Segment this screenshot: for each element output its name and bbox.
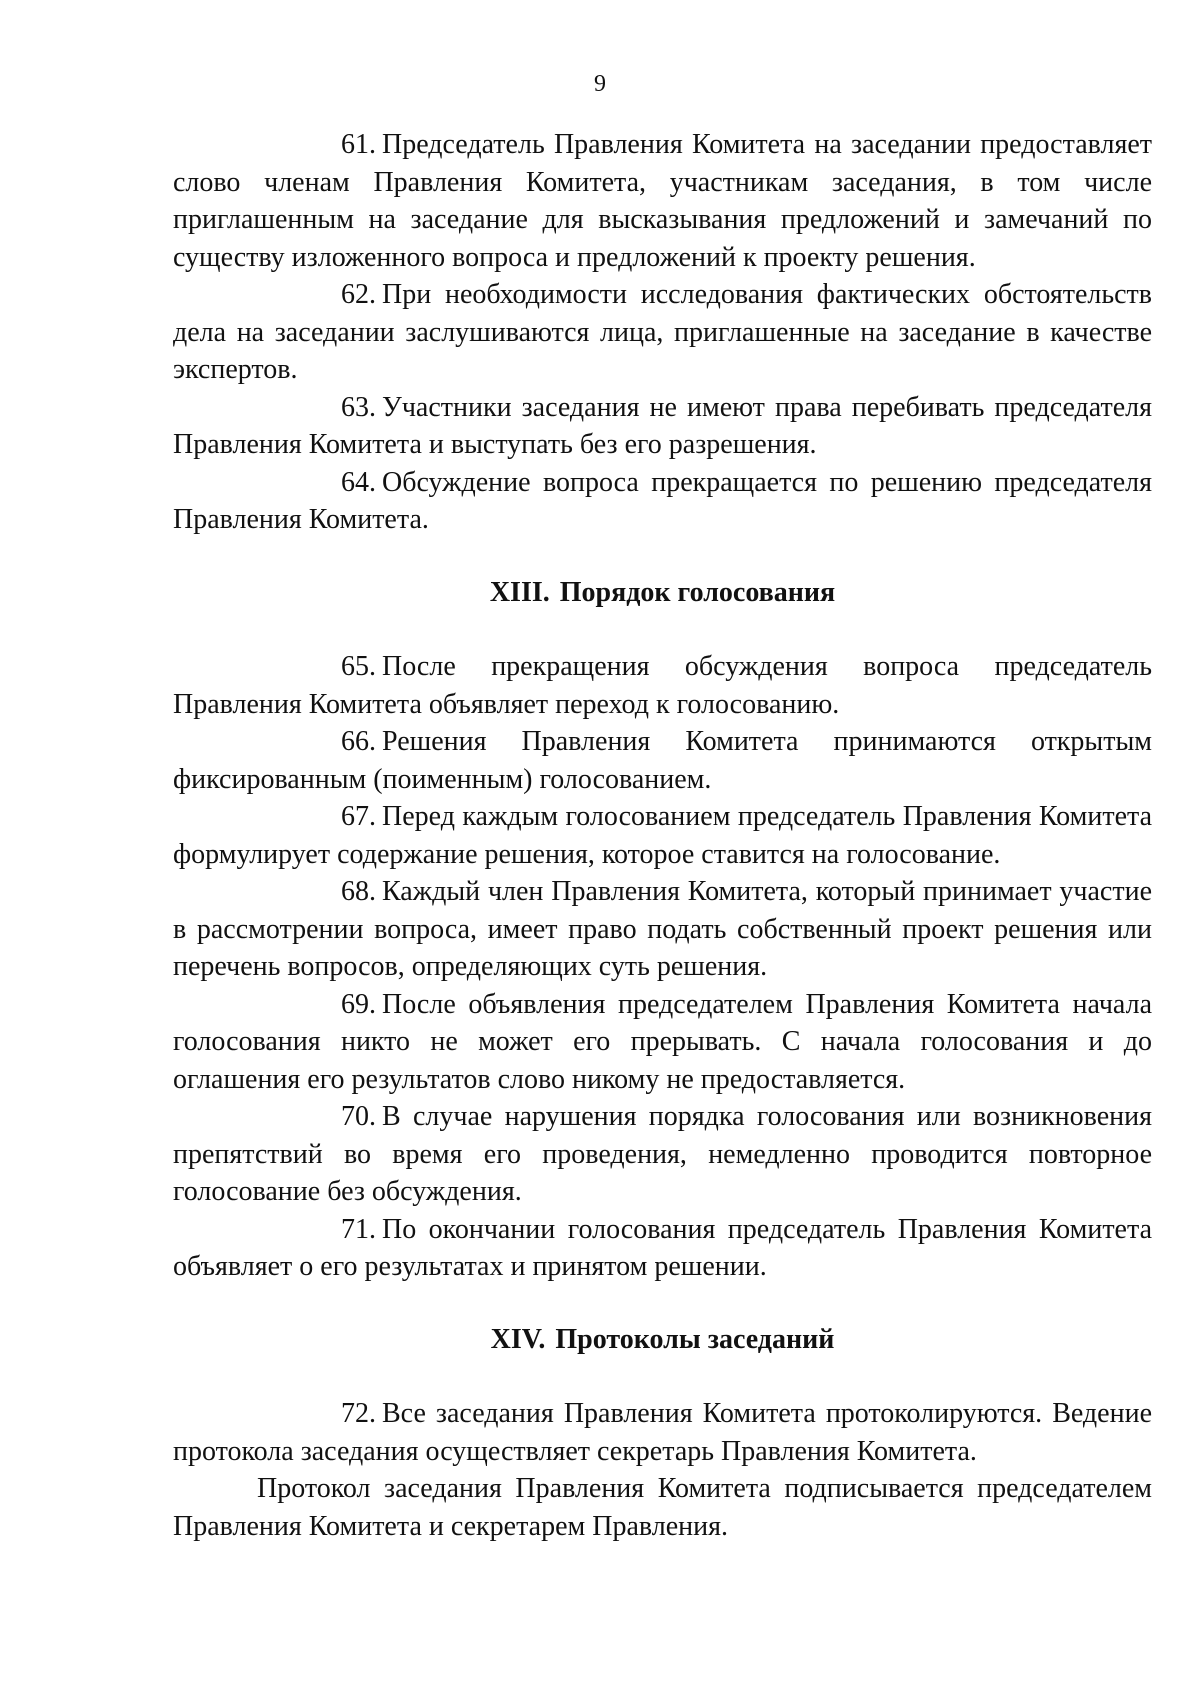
paragraph-number: 68. xyxy=(341,876,376,907)
paragraph-text: Протокол заседания Правления Комитета подписывается председателем Правления Комитета и секретарем Правления. xyxy=(173,1473,1152,1542)
paragraph-text: Все заседания Правления Комитета протоколируются. Ведение протокола заседания осуществляет секретарь Правления Комитета. xyxy=(173,1398,1152,1467)
paragraph-text: Решения Правления Комитета принимаются открытым фиксированным (поименным) голосованием. xyxy=(173,726,1152,795)
section-roman-numeral: XIV. xyxy=(490,1323,546,1355)
paragraph-number: 72. xyxy=(341,1398,376,1429)
section-roman-numeral: XIII. xyxy=(489,576,550,608)
paragraph-text: Перед каждым голосованием председатель Правления Комитета формулирует содержание решения, которое ставится на голосование. xyxy=(173,801,1152,870)
paragraph-71 xyxy=(173,1211,1152,1286)
paragraph-69 xyxy=(173,986,1152,1099)
paragraph-text: Председатель Правления Комитета на заседании предоставляет слово членам Правления Комитета, участникам заседания, в том числе приглашенным на заседание для высказывания предложений и замечаний по существу изложенного вопроса и предложений к проекту решения. xyxy=(173,129,1152,273)
paragraph-number: 70. xyxy=(341,1101,376,1132)
paragraph-text: Участники заседания не имеют права перебивать председателя Правления Комитета и выступать без его разрешения. xyxy=(173,391,1152,460)
paragraph-72-continuation xyxy=(173,1470,1152,1545)
paragraph-64 xyxy=(173,464,1152,539)
paragraph-text: После объявления председателем Правления Комитета начала голосования никто не может его прерывать. С начала голосования и до оглашения его результатов слово никому не предоставляется. xyxy=(173,988,1152,1095)
paragraph-68 xyxy=(173,873,1152,986)
paragraph-62 xyxy=(173,276,1152,389)
paragraph-text: При необходимости исследования фактических обстоятельств дела на заседании заслушиваются лица, приглашенные на заседание в качестве экспертов. xyxy=(173,279,1152,385)
paragraph-number: 71. xyxy=(341,1213,376,1245)
paragraph-number: 65. xyxy=(341,651,376,682)
paragraph-72 xyxy=(173,1395,1152,1470)
paragraph-number: 62. xyxy=(341,279,376,310)
section-title: Порядок голосования xyxy=(559,576,836,608)
paragraph-67 xyxy=(173,798,1152,873)
page-number: 9 xyxy=(594,71,606,97)
section-heading-xiii xyxy=(173,574,1152,612)
paragraph-text: По окончании голосования председатель Правления Комитета объявляет о его результатах и принятом решении. xyxy=(173,1213,1152,1282)
paragraph-text: Обсуждение вопроса прекращается по решению председателя Правления Комитета. xyxy=(173,466,1152,535)
paragraph-text: В случае нарушения порядка голосования или возникновения препятствий во время его проведения, немедленно проводится повторное голосование без обсуждения. xyxy=(173,1101,1152,1207)
paragraph-number: 61. xyxy=(341,129,376,160)
paragraph-66 xyxy=(173,723,1152,798)
paragraph-number: 67. xyxy=(341,801,376,832)
paragraph-text: После прекращения обсуждения вопроса председатель Правления Комитета объявляет переход к голосованию. xyxy=(173,651,1152,720)
paragraph-number: 63. xyxy=(341,391,376,423)
paragraph-text: Каждый член Правления Комитета, который принимает участие в рассмотрении вопроса, имеет право подать собственный проект решения или перечень вопросов, определяющих суть решения. xyxy=(173,876,1152,982)
paragraph-61 xyxy=(173,126,1152,276)
paragraph-65 xyxy=(173,648,1152,723)
paragraph-63 xyxy=(173,389,1152,464)
paragraph-70 xyxy=(173,1098,1152,1211)
paragraph-number: 66. xyxy=(341,726,376,757)
paragraph-number: 69. xyxy=(341,988,376,1020)
section-heading-xiv xyxy=(173,1321,1152,1359)
paragraph-number: 64. xyxy=(341,466,376,498)
section-title: Протоколы заседаний xyxy=(555,1323,835,1355)
document-body xyxy=(173,126,1152,1545)
